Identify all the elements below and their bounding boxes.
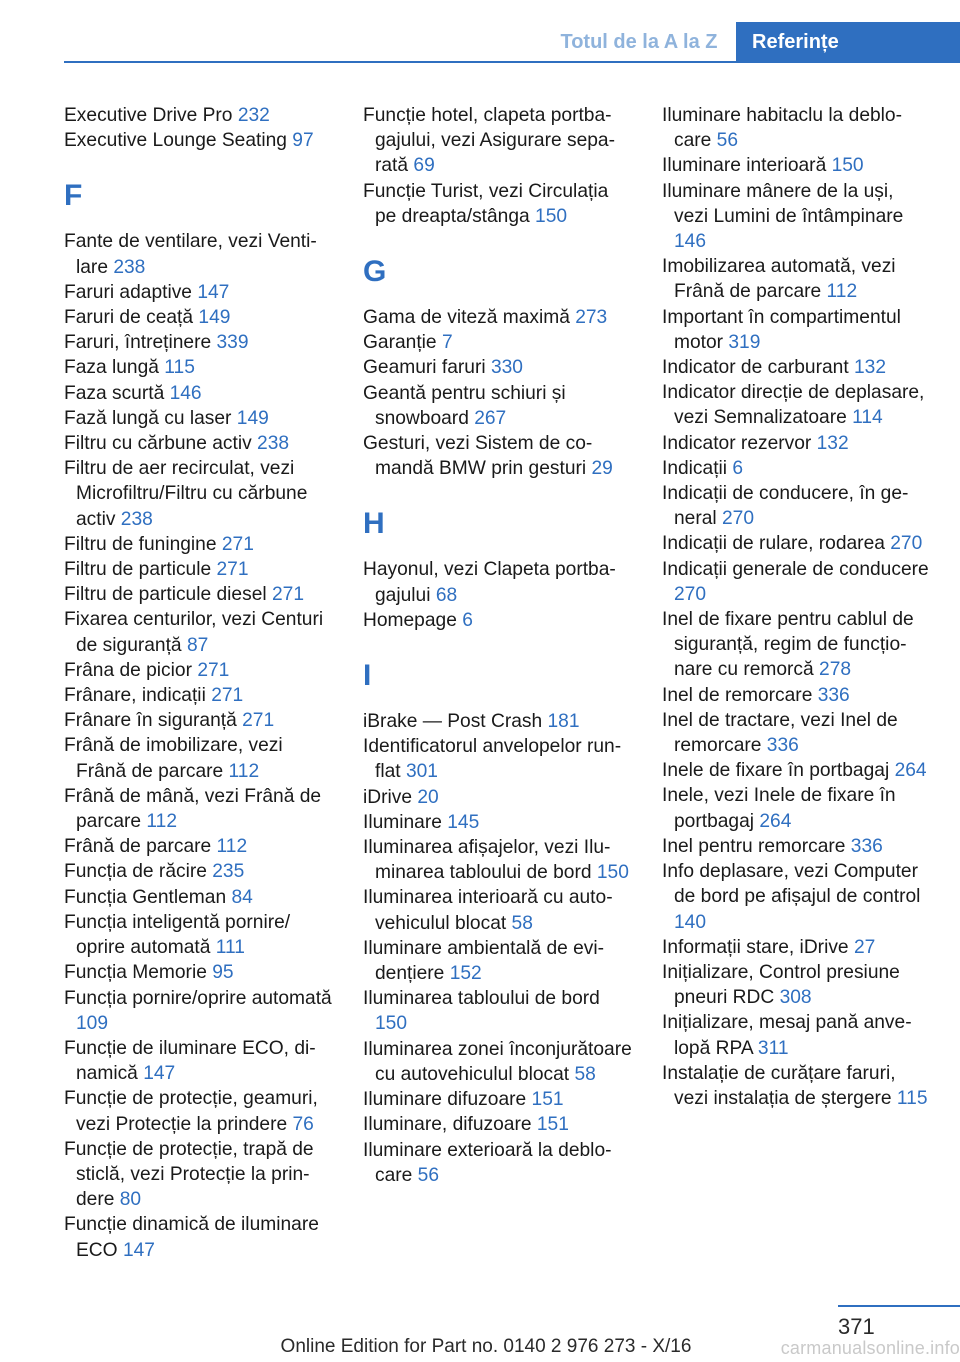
- index-entry: [64, 103, 334, 128]
- header-chapter-label: Referințe: [752, 30, 839, 53]
- index-entry: [64, 431, 334, 456]
- index-entry-term: Hayonul, vezi Clapeta portbagajului: [363, 559, 616, 606]
- index-entry-term: Iluminarea interioară cu autovehiculul blocat: [363, 887, 613, 934]
- index-entry-page-link[interactable]: 56: [417, 1164, 440, 1186]
- index-entry-page-link[interactable]: 145: [447, 811, 480, 833]
- index-entry-term: Geamuri faruri: [363, 357, 486, 379]
- index-entry-term: Iluminarea zonei înconjurătoare cu autovehiculul blocat: [363, 1038, 632, 1085]
- index-entry: [363, 885, 633, 935]
- index-entry: [363, 986, 633, 1036]
- index-entry: [363, 1138, 633, 1188]
- index-entry-term: Indicații de conducere, în general: [662, 483, 909, 530]
- index-entry-term: Instalație de curățare faruri, vezi instalația de ștergere: [662, 1062, 896, 1109]
- index-entry-page-link[interactable]: 336: [850, 835, 883, 857]
- index-entry-term: Inele de fixare în portbagaj: [662, 760, 890, 782]
- index-entry: [64, 128, 334, 153]
- index-entry-page-link[interactable]: 238: [113, 256, 146, 278]
- index-entry: [64, 784, 334, 834]
- index-entry-term: Fixarea centurilor, vezi Centuri de siguranță: [64, 609, 324, 656]
- index-entry-term: Geantă pentru schiuri și snowboard: [363, 382, 566, 429]
- index-entry-page-link[interactable]: 115: [164, 357, 195, 379]
- index-entry: [662, 758, 932, 783]
- edition-text: Online Edition for Part no. 0140 2 976 273 - X/16: [280, 1336, 692, 1357]
- index-entry-page-link[interactable]: 76: [292, 1113, 314, 1135]
- index-entry-term: Iluminare: [363, 811, 442, 833]
- index-entry-page-link[interactable]: 29: [591, 458, 613, 480]
- index-entry: [662, 708, 932, 758]
- index-entry-term: Inițializare, mesaj pană anvelopă RPA: [662, 1012, 912, 1059]
- index-column-3: [662, 103, 932, 1111]
- index-entry-page-link[interactable]: 147: [143, 1063, 176, 1085]
- index-entry-page-link[interactable]: 267: [474, 407, 507, 429]
- index-entry-term: iBrake — Post Crash: [363, 711, 543, 733]
- footer-rule: [838, 1305, 960, 1307]
- index-entry-term: Indicator direcție de deplasare, vezi Semnalizatoare: [662, 382, 925, 429]
- index-entry-page-link[interactable]: 235: [212, 861, 245, 883]
- index-entry-page-link[interactable]: 114: [852, 407, 883, 429]
- index-entry: [363, 103, 633, 179]
- index-entry-page-link[interactable]: 27: [853, 936, 876, 958]
- index-letter: F: [64, 179, 83, 213]
- index-entry: [64, 532, 334, 557]
- index-entry-term: Iluminare mânere de la uși, vezi Lumini de întâmpinare: [662, 180, 904, 227]
- index-entry: [662, 783, 932, 833]
- index-entry: [363, 431, 633, 481]
- index-entry: [64, 733, 334, 783]
- index-entry-term: Executive Lounge Seating: [64, 130, 287, 152]
- index-entry-page-link[interactable]: 150: [535, 205, 568, 227]
- index-entry-term: Homepage: [363, 609, 457, 631]
- index-entry-term: Inel de remorcare: [662, 684, 813, 706]
- index-entry: [363, 355, 633, 380]
- index-entry: [64, 960, 334, 985]
- index-entry-term: Frâna de picior: [64, 659, 192, 681]
- index-entry-term: Indicator de carburant: [662, 357, 849, 379]
- index-entry: [363, 330, 633, 355]
- index-entry: [662, 960, 932, 1010]
- index-entry-term: Iluminare exterioară la deblocare: [363, 1139, 612, 1186]
- index-entry-page-link[interactable]: 80: [119, 1189, 142, 1211]
- index-entry-term: Funcție Turist, vezi Circulația pe dreapta/stânga: [363, 180, 609, 227]
- index-entry-term: Filtru de funingine: [64, 533, 217, 555]
- index-entry-term: Faza scurtă: [64, 382, 165, 404]
- index-entry-page-link[interactable]: 95: [212, 962, 234, 984]
- index-entry-page-link[interactable]: 69: [413, 155, 435, 177]
- index-entry: [64, 1086, 334, 1136]
- index-entry: [64, 456, 334, 532]
- index-entry-page-link[interactable]: 271: [242, 710, 275, 732]
- index-entry: [64, 658, 334, 683]
- index-entry-page-link[interactable]: 112: [826, 281, 858, 303]
- index-entry-term: Funcție de iluminare ECO, dinamică: [64, 1037, 316, 1085]
- index-entry-page-link[interactable]: 149: [236, 407, 269, 429]
- index-entry: [64, 406, 334, 431]
- index-entry-term: Filtru de particule diesel: [64, 584, 267, 606]
- index-entry-page-link[interactable]: 270: [890, 533, 923, 555]
- index-entry-term: iDrive: [363, 786, 413, 808]
- index-entry: [662, 456, 932, 481]
- index-entry-page-link[interactable]: 270: [674, 583, 707, 605]
- index-entry-term: Filtru de aer recirculat, vezi Microfiltru/Filtru cu cărbune activ: [64, 458, 308, 530]
- index-entry-term: Iluminarea tabloului de bord: [363, 988, 600, 1010]
- index-entry: [363, 1087, 633, 1112]
- index-entry-term: Frână de imobilizare, vezi Frână de parcare: [64, 735, 283, 782]
- index-entry-term: Funcția Gentleman: [64, 886, 227, 908]
- index-entry: [64, 986, 334, 1036]
- index-entry: [64, 708, 334, 733]
- index-entry: [64, 381, 334, 406]
- index-entry: [662, 557, 932, 607]
- index-entry-term: Gesturi, vezi Sistem de comandă BMW prin gesturi: [363, 433, 593, 480]
- index-entry-term: Gama de viteză maximă: [363, 307, 570, 329]
- index-entry-term: Imobilizarea automată, vezi Frână de parcare: [662, 256, 896, 303]
- header-chapter-tab[interactable]: [736, 22, 960, 62]
- index-entry-term: Iluminare ambientală de evidențiere: [363, 937, 605, 985]
- index-entry-page-link[interactable]: 151: [536, 1114, 569, 1136]
- index-entry: [64, 582, 334, 607]
- index-entry-page-link[interactable]: 146: [674, 231, 707, 253]
- index-entry-term: Indicator rezervor: [662, 432, 812, 454]
- index-entry-term: Indicații generale de conducere: [662, 558, 929, 580]
- index-entry-page-link[interactable]: 6: [462, 609, 473, 631]
- index-entry: [64, 557, 334, 582]
- index-entry-page-link[interactable]: 271: [197, 659, 230, 681]
- index-entry-term: Faruri de ceață: [64, 307, 194, 329]
- index-entry: [662, 935, 932, 960]
- index-entry: [662, 683, 932, 708]
- index-entry-term: Executive Drive Pro: [64, 105, 233, 126]
- index-entry-term: Inele, vezi Inele de fixare în portbagaj: [662, 785, 896, 832]
- index-entry-term: Frână de parcare: [64, 836, 212, 858]
- index-entry-page-link[interactable]: 68: [435, 584, 458, 606]
- index-entry-page-link[interactable]: 232: [237, 105, 270, 126]
- header-rule: [64, 61, 960, 63]
- index-letter-heading: [64, 153, 334, 229]
- index-entry-term: Funcția de răcire: [64, 861, 207, 883]
- index-entry-term: Filtru cu cărbune activ: [64, 433, 252, 455]
- index-entry-page-link[interactable]: 308: [779, 987, 812, 1009]
- index-entry-term: Garanție: [363, 332, 437, 354]
- index-entry: [662, 355, 932, 380]
- index-entry: [363, 835, 633, 885]
- index-entry: [662, 305, 932, 355]
- index-entry: [363, 709, 633, 734]
- index-entry-page-link[interactable]: 20: [417, 786, 439, 808]
- index-entry-term: Faza lungă: [64, 357, 159, 379]
- index-entry: [64, 1212, 334, 1262]
- index-entry: [363, 734, 633, 784]
- index-entry-term: Iluminare habitaclu la deblocare: [662, 105, 902, 152]
- index-entry-page-link[interactable]: 264: [894, 760, 927, 782]
- header-section-tab[interactable]: [545, 22, 733, 62]
- index-entry-page-link[interactable]: 271: [271, 584, 304, 606]
- index-entry-term: Info deplasare, vezi Computer de bord pe afișajul de control: [662, 861, 921, 908]
- index-entry-term: Important în compartimentul motor: [662, 306, 901, 353]
- index-entry: [363, 936, 633, 986]
- index-entry-term: Inițializare, Control presiune pneuri RDC: [662, 961, 900, 1009]
- index-entry-term: Filtru de particule: [64, 559, 212, 581]
- index-entry: [64, 305, 334, 330]
- index-entry-term: Funcție dinamică de iluminare ECO: [64, 1214, 319, 1261]
- index-entry-page-link[interactable]: 112: [228, 760, 260, 782]
- index-entry: [64, 355, 334, 380]
- index-entry-page-link[interactable]: 6: [732, 457, 744, 479]
- index-entry-page-link[interactable]: 151: [531, 1089, 564, 1111]
- index-entry-page-link[interactable]: 58: [574, 1063, 596, 1085]
- index-entry-page-link[interactable]: 150: [831, 155, 864, 177]
- index-entry-page-link[interactable]: 319: [728, 331, 761, 353]
- index-entry: [662, 859, 932, 935]
- index-entry-page-link[interactable]: 112: [216, 836, 248, 858]
- index-column-1: [64, 103, 334, 1263]
- index-entry-term: Indicații: [662, 457, 728, 479]
- index-entry: [662, 1061, 932, 1111]
- index-entry-page-link[interactable]: 7: [441, 332, 453, 354]
- index-entry-page-link[interactable]: 278: [819, 659, 852, 681]
- index-entry: [662, 431, 932, 456]
- index-entry: [662, 254, 932, 304]
- index-entry-page-link[interactable]: 330: [490, 357, 523, 379]
- index-letter-heading: [363, 229, 633, 305]
- index-entry-term: Iluminare difuzoare: [363, 1089, 527, 1111]
- index-entry-page-link[interactable]: 336: [817, 684, 850, 706]
- index-entry-page-link[interactable]: 87: [186, 634, 209, 656]
- index-entry: [662, 1010, 932, 1060]
- index-entry-page-link[interactable]: 146: [169, 382, 202, 404]
- index-entry: [662, 531, 932, 556]
- index-entry: [64, 607, 334, 657]
- index-entry: [363, 381, 633, 431]
- index-entry: [64, 280, 334, 305]
- index-entry-page-link[interactable]: 311: [757, 1037, 789, 1059]
- index-entry-page-link[interactable]: 271: [221, 533, 254, 555]
- index-entry-page-link[interactable]: 56: [716, 130, 739, 152]
- index-entry-term: Indicații de rulare, rodarea: [662, 533, 885, 555]
- index-entry-term: Identificatorul anvelopelor run-flat: [363, 736, 622, 783]
- index-entry-term: Funcția Memorie: [64, 962, 207, 984]
- index-entry: [662, 153, 932, 178]
- index-column-2: [363, 103, 633, 1188]
- index-entry-term: Inel de tractare, vezi Inel de remorcare: [662, 709, 898, 757]
- index-entry-page-link[interactable]: 147: [122, 1239, 155, 1261]
- watermark-text: carmanualsonline.info: [780, 1338, 960, 1358]
- index-entry: [363, 1037, 633, 1087]
- index-entry: [363, 557, 633, 607]
- index-entry-term: Inel pentru remorcare: [662, 835, 846, 857]
- index-entry: [662, 179, 932, 255]
- index-entry-page-link[interactable]: 150: [375, 1013, 408, 1035]
- index-letter: H: [363, 507, 385, 541]
- index-entry-term: Iluminare interioară: [662, 155, 827, 177]
- index-entry: [363, 785, 633, 810]
- index-entry: [64, 1036, 334, 1086]
- index-entry: [662, 103, 932, 153]
- index-entry-page-link[interactable]: 264: [759, 810, 792, 832]
- index-entry-page-link[interactable]: 147: [197, 281, 230, 303]
- index-entry-term: Frână de mână, vezi Frână de parcare: [64, 785, 322, 833]
- index-entry-page-link[interactable]: 271: [211, 685, 244, 707]
- index-entry: [64, 330, 334, 355]
- index-entry: [64, 683, 334, 708]
- index-letter-heading: [363, 633, 633, 709]
- index-entry-term: Faruri adaptive: [64, 281, 192, 303]
- index-entry-page-link[interactable]: 111: [215, 937, 245, 959]
- header-section-label: Totul de la A la Z: [560, 30, 718, 53]
- index-entry-term: Iluminarea afișajelor, vezi Iluminarea tabloului de bord: [363, 837, 611, 884]
- index-entry-term: Fază lungă cu laser: [64, 407, 232, 429]
- index-entry-term: Inel de fixare pentru cablul de siguranță, regim de funcționare cu remorcă: [662, 609, 914, 681]
- index-letter: I: [363, 659, 372, 693]
- index-entry-page-link[interactable]: 115: [896, 1087, 928, 1109]
- index-entry-page-link[interactable]: 149: [198, 307, 231, 329]
- index-letter-heading: [363, 481, 633, 557]
- index-entry-page-link[interactable]: 339: [216, 332, 249, 354]
- index-entry-page-link[interactable]: 84: [231, 886, 253, 908]
- index-entry-page-link[interactable]: 132: [854, 357, 887, 379]
- index-entry-page-link[interactable]: 336: [766, 735, 799, 757]
- index-entry: [64, 229, 334, 279]
- index-entry: [662, 380, 932, 430]
- index-entry-page-link[interactable]: 150: [596, 862, 629, 884]
- index-entry: [363, 179, 633, 229]
- index-entry: [363, 608, 633, 633]
- index-entry: [363, 1112, 633, 1137]
- index-entry: [64, 885, 334, 910]
- index-entry: [64, 834, 334, 859]
- index-entry: [363, 810, 633, 835]
- index-entry-page-link[interactable]: 132: [816, 432, 849, 454]
- index-entry-page-link[interactable]: 112: [146, 811, 177, 833]
- index-entry-page-link[interactable]: 301: [405, 761, 438, 783]
- index-entry: [662, 834, 932, 859]
- index-entry-page-link[interactable]: 140: [674, 911, 707, 933]
- index-entry-term: Funcție de protecție, geamuri, vezi Protecție la prindere: [64, 1088, 318, 1135]
- page-number: 371: [838, 1314, 875, 1339]
- index-entry-page-link[interactable]: 58: [511, 912, 533, 934]
- index-entry-term: Iluminare, difuzoare: [363, 1114, 532, 1136]
- index-entry-page-link[interactable]: 97: [292, 130, 314, 152]
- index-entry-page-link[interactable]: 181: [547, 711, 580, 733]
- index-entry-term: Frânare în siguranță: [64, 710, 237, 732]
- index-letter: G: [363, 255, 387, 289]
- index-entry: [662, 481, 932, 531]
- index-entry-term: Faruri, întreținere: [64, 332, 212, 354]
- index-entry: [662, 607, 932, 683]
- index-entry-term: Informații stare, iDrive: [662, 936, 849, 958]
- index-entry-page-link[interactable]: 270: [722, 508, 755, 530]
- index-entry-term: Funcție de protecție, trapă de sticlă, vezi Protecție la prindere: [64, 1138, 314, 1211]
- index-entry-page-link[interactable]: 109: [76, 1012, 109, 1034]
- index-entry-page-link[interactable]: 271: [216, 559, 249, 581]
- index-entry-page-link[interactable]: 238: [257, 433, 290, 455]
- index-entry: [64, 1137, 334, 1213]
- index-entry-term: Funcție hotel, clapeta portbagajului, vezi Asigurare separată: [363, 105, 615, 177]
- index-entry-term: Funcția inteligentă pornire/ oprire automată: [64, 911, 291, 959]
- index-entry-page-link[interactable]: 238: [120, 508, 153, 530]
- index-entry: [64, 910, 334, 960]
- index-entry-page-link[interactable]: 273: [575, 307, 608, 329]
- index-entry: [64, 859, 334, 884]
- index-entry: [363, 305, 633, 330]
- index-entry-term: Fante de ventilare, vezi Ventilare: [64, 231, 317, 278]
- index-entry-term: Funcția pornire/oprire automată: [64, 987, 332, 1009]
- index-entry-page-link[interactable]: 152: [449, 963, 482, 985]
- index-entry-term: Frânare, indicații: [64, 685, 206, 707]
